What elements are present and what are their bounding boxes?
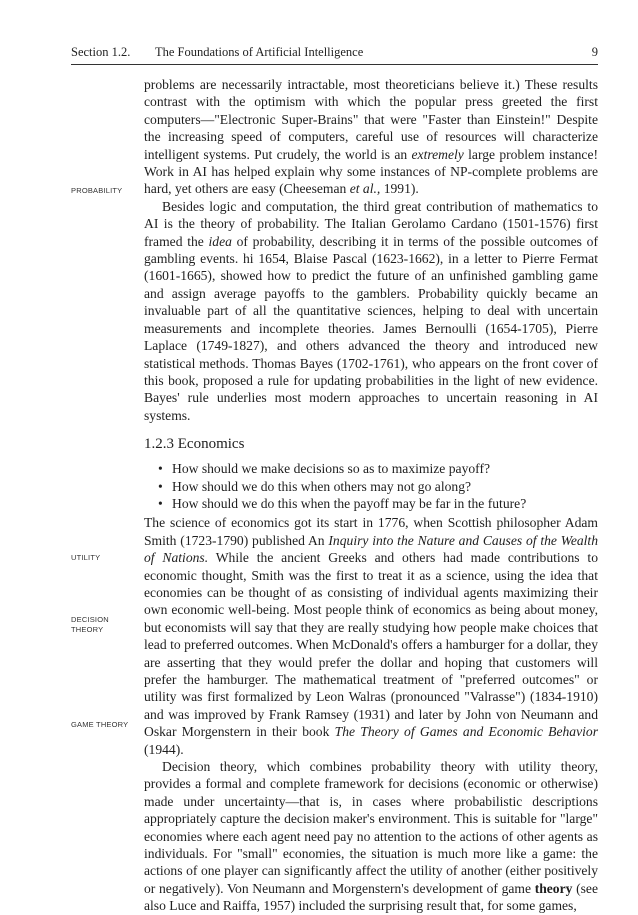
text-run: Besides logic and computation, the third great contribution of mathematics to AI is the theory of probability. The Italian Gerolamo Cardano (1501-1576) first framed the (144, 198, 598, 249)
paragraph-complexity (144, 76, 598, 198)
header-rule (71, 64, 598, 65)
margin-note-probability: PROBABILITY (71, 186, 123, 195)
header-title: The Foundations of Artificial Intelligence (155, 45, 364, 59)
text-run: (1944). (144, 741, 184, 757)
text-emphasis: idea (208, 233, 232, 249)
text-run: 1991). (380, 181, 419, 197)
text-run: Decision theory, which combines probability theory with utility theory, provides a formal and complete framework for decisions (economic or otherwise) made under uncertainty—that is, in cases where probabilistic descriptions appropriately capture the decision maker's environment. This is suitable for "large" economies where each agent need pay no attention to the actions of other agents as individuals. For "small" economies, the situation is much more like a game: the actions of one player can significantly affect the utility of another (either positively or negatively). Von Neumann and Morgenstern's development of game (144, 759, 598, 896)
margin-note-game-theory: GAME THEORY (71, 720, 129, 729)
text-emphasis: The Theory of Games and Economic Behavior (334, 724, 598, 740)
text-run: (see also Luce and Raiffa, 1957) included the surprising result that, for some games, (144, 880, 598, 914)
list-item: • How should we do this when others may not go along? (158, 478, 598, 495)
list-item: • How should we make decisions so as to maximize payoff? (158, 460, 598, 477)
question-list (144, 460, 598, 512)
header-section: Section 1.2. (71, 45, 131, 59)
margin-note-decision-theory: DECISION THEORY (71, 615, 109, 634)
text-emphasis: extremely (411, 146, 464, 162)
text-run: The science of economics got its start in 1776, when Scottish philosopher Adam Smith (1723-1790) published An (144, 515, 598, 548)
text-run: large problem instance! Work in AI has helped explain why some instances of NP-complete problems are hard, yet others are easy (Cheeseman (144, 146, 598, 197)
page-body (144, 76, 598, 915)
paragraph-economics (144, 514, 598, 758)
list-item: • How should we do this when the payoff may be far in the future? (158, 495, 598, 512)
paragraph-probability (144, 198, 598, 424)
text-emphasis: et al., (349, 181, 381, 197)
text-emphasis: Inquiry into the Nature and Causes of the Wealth of Nations. (144, 532, 598, 566)
paragraph-decision-theory (144, 758, 598, 915)
text-run: While the ancient Greeks and others had made contributions to economic thought, Smith was the first to treat it as a science, using the idea that economies can be thought of as consisting of individual agents maximizing their own economic well-being. Most people think of economics as being about money, but economists will say that they are really studying how people make choices that lead to preferred outcomes. When McDonald's offers a hamburger for a dollar, they are asserting that they would prefer the dollar and hoping that customers will prefer the hamburger. The mathematical treatment of "preferred outcomes" or utility was first formalized by Leon Walras (pronounced "Valrasse") (1834-1910) and was improved by Frank Ramsey (1931) and later by John von Neumann and Oskar Morgenstern in their book (144, 550, 598, 740)
page-number: 9 (591, 45, 598, 59)
text-run: of probability, describing it in terms of the possible outcomes of gambling events. hi 1654, Blaise Pascal (1623-1662), in a letter to Pierre Fermat (1601-1665), showed how to predict the future of an unfinished gambling game and assign average payoffs to the gamblers. Probability quickly became an invaluable part of all the quantitative sciences, helping to deal with uncertain measurements and incomplete theories. James Bernoulli (1654-1705), Pierre Laplace (1749-1827), and others advanced the theory and introduced new statistical methods. Thomas Bayes (1702-1761), who appears on the front cover of this book, proposed a rule for updating probabilities in the light of new evidence. Bayes' rule underlies most modern approaches to uncertain reasoning in AI systems. (144, 233, 598, 423)
margin-note-utility: UTILITY (71, 553, 101, 562)
text-strong: theory (534, 880, 573, 896)
section-heading: 1.2.3 Economics (144, 436, 245, 453)
text-run: problems are necessarily intractable, most theoreticians believe it.) These results contrast with the optimism with which the popular press greeted the first computers—"Electronic Super-Brains" that were "Faster than Einstein!" Despite the increasing speed of computers, careful use of resources will characterize intelligent systems. Put crudely, the world is an (144, 77, 598, 162)
running-header (71, 44, 598, 60)
